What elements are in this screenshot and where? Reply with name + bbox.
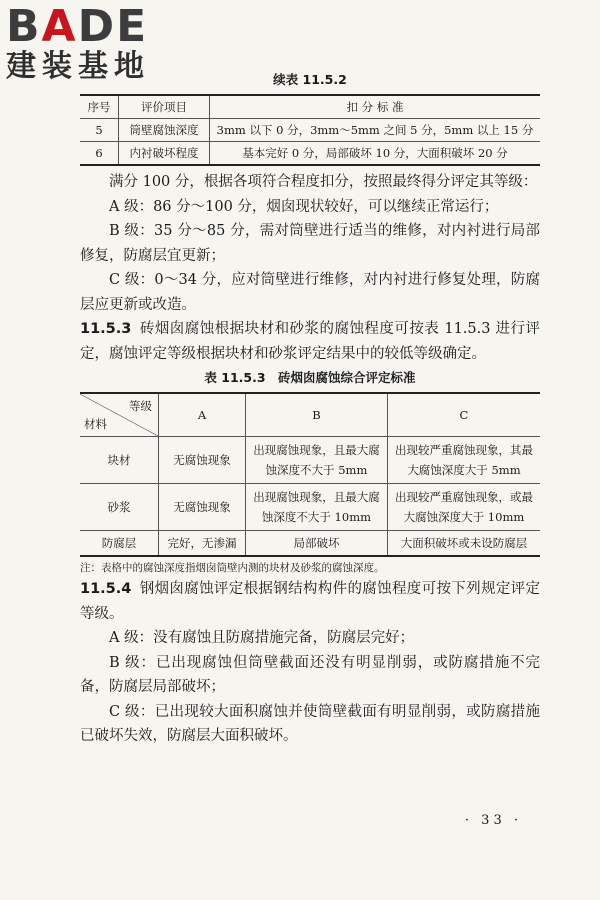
table2-header: A xyxy=(159,393,246,437)
table1-header: 扣 分 标 准 xyxy=(210,95,541,119)
table-cell: 防腐层 xyxy=(80,531,159,557)
page-number: · 33 · xyxy=(464,813,522,828)
paragraph-steel-grade-c: C 级：已出现较大面积腐蚀并使筒壁截面有明显削弱，或防腐措施已破坏失效，防腐层大面积破坏。 xyxy=(80,703,540,744)
table1 xyxy=(80,94,540,166)
table-cell: 大面积破坏或未设防腐层 xyxy=(387,531,540,557)
table-cell: 出现腐蚀现象，且最大腐蚀深度不大于 5mm xyxy=(246,437,388,484)
table-row xyxy=(80,531,540,557)
paragraph-steel-grade-b: B 级：已出现腐蚀但筒壁截面还没有明显削弱，或防腐措施不完备，防腐层局部破坏； xyxy=(80,654,540,695)
section-11-5-4 xyxy=(80,577,540,626)
table-cell: 内衬破坏程度 xyxy=(119,142,210,166)
table-row xyxy=(80,119,540,142)
table2-note: 注：表格中的腐蚀深度指烟囱筒壁内测的块材及砂浆的腐蚀深度。 xyxy=(80,562,385,574)
table-cell: 6 xyxy=(80,142,119,166)
paragraph-grade-c: C 级：0～34 分，应对筒壁进行维修，对内衬进行修复处理，防腐层应更新或改造。 xyxy=(80,272,540,313)
logo-subtitle: 建装基地 xyxy=(6,49,150,84)
table-cell: 无腐蚀现象 xyxy=(159,437,246,484)
table-cell: 块材 xyxy=(80,437,159,484)
table-cell: 筒壁腐蚀深度 xyxy=(119,119,210,142)
table-row xyxy=(80,437,540,484)
table2 xyxy=(80,392,540,557)
paragraph-steel-grade-a: A 级：没有腐蚀且防腐措施完备，防腐层完好； xyxy=(109,630,415,646)
table2-header-row xyxy=(80,393,540,437)
paragraph-score: 满分 100 分，根据各项符合程度扣分，按照最终得分评定其等级： xyxy=(109,174,538,190)
table-cell: 无腐蚀现象 xyxy=(159,484,246,531)
document-page xyxy=(80,70,540,749)
table-cell: 砂浆 xyxy=(80,484,159,531)
table-row xyxy=(80,142,540,166)
section-text: 砖烟囱腐蚀根据块材和砂浆的腐蚀程度可按表 11.5.3 进行评定，腐蚀评定等级根据块材和砂浆评定结果中的较低等级确定。 xyxy=(80,321,540,362)
section-11-5-3 xyxy=(80,317,540,366)
section-text: 钢烟囱腐蚀评定根据钢结构构件的腐蚀程度可按下列规定评定等级。 xyxy=(80,581,540,622)
table-cell: 出现较严重腐蚀现象，其最大腐蚀深度大于 5mm xyxy=(387,437,540,484)
table2-caption: 表 11.5.3 砖烟囱腐蚀综合评定标准 xyxy=(204,370,416,385)
table-cell: 出现腐蚀现象，且最大腐蚀深度不大于 10mm xyxy=(246,484,388,531)
table1-caption: 续表 11.5.2 xyxy=(273,72,347,87)
table1-header-row xyxy=(80,95,540,119)
table2-corner-cell xyxy=(80,393,159,437)
table-cell: 出现较严重腐蚀现象，或最大腐蚀深度大于 10mm xyxy=(387,484,540,531)
table-cell: 基本完好 0 分，局部破坏 10 分，大面积破坏 20 分 xyxy=(210,142,541,166)
table2-header: B xyxy=(246,393,388,437)
table-row xyxy=(80,484,540,531)
section-number: 11.5.3 xyxy=(80,321,132,337)
corner-label-grade: 等级 xyxy=(129,399,152,413)
table1-header: 序号 xyxy=(80,95,119,119)
table1-header: 评价项目 xyxy=(119,95,210,119)
table2-header: C xyxy=(387,393,540,437)
table-cell: 完好，无渗漏 xyxy=(159,531,246,557)
table-cell: 5 xyxy=(80,119,119,142)
logo-wordmark: BADE xyxy=(6,1,149,52)
corner-label-material: 材料 xyxy=(84,417,107,431)
table-cell: 局部破坏 xyxy=(246,531,388,557)
table-cell: 3mm 以下 0 分，3mm～5mm 之间 5 分，5mm 以上 15 分 xyxy=(210,119,541,142)
paragraph-grade-a: A 级：86 分～100 分，烟囱现状较好，可以继续正常运行； xyxy=(109,198,499,215)
paragraph-grade-b: B 级：35 分～85 分，需对筒壁进行适当的维修，对内衬进行局部修复，防腐层宜更新； xyxy=(80,223,540,264)
section-number: 11.5.4 xyxy=(80,581,132,597)
